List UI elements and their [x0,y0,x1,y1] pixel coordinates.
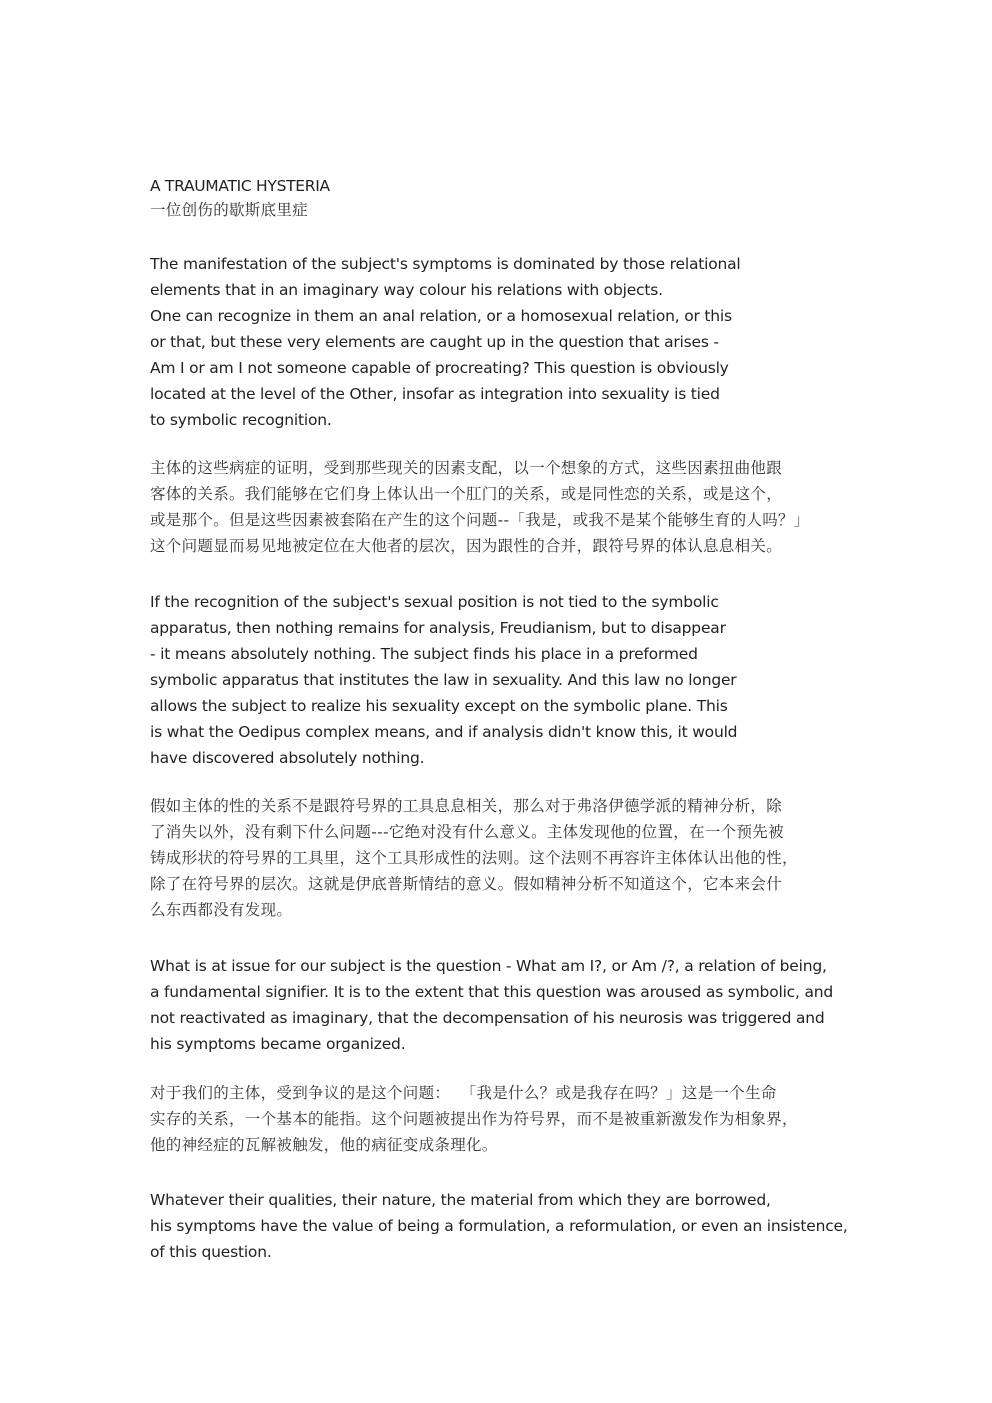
text-line: 假如主体的性的关系不是跟符号界的工具息息相关，那么对于弗洛伊德学派的精神分析，除 [150,797,783,815]
text-line: 这个问题显而易见地被定位在大他者的层次，因为跟性的合并，跟符号界的体认息息相关。 [150,537,783,555]
title: A TRAUMATIC HYSTERIA [150,177,330,195]
text-line: his symptoms became organized. [150,1035,406,1053]
text-line: or that, but these very elements are caught up in the question that arises - [150,333,719,351]
text-line: a fundamental signifier. It is to the extent that this question was aroused as symbolic, and [150,983,834,1001]
text-line: located at the level of the Other, insofar as integration into sexuality is tied [150,385,720,403]
text-line: 除了在符号界的层次。这就是伊底普斯情结的意义。假如精神分析不知道这个，它本来会什 [150,875,783,893]
title-zh: 一位创伤的歇斯底里症 [150,201,309,219]
text-line: 他的神经症的瓦解被触发，他的病征变成条理化。 [150,1136,498,1154]
text-line: apparatus, then nothing remains for analysis, Freudianism, but to disappear [150,619,726,637]
text-line: 主体的这些病症的证明，受到那些现关的因素支配，以一个想象的方式，这些因素扭曲他跟 [150,459,783,477]
text-line: 么东西都没有发现。 [150,901,293,919]
text-line: 了消失以外，没有剩下什么问题---它绝对没有什么意义。主体发现他的位置，在一个预先被 [150,823,784,841]
text-line: his symptoms have the value of being a formulation, a reformulation, or even an insistence, [150,1217,848,1235]
text-line: have discovered absolutely nothing. [150,749,425,767]
text-line: If the recognition of the subject's sexual position is not tied to the symbolic [150,593,719,611]
text-line: 铸成形状的符号界的工具里，这个工具形成性的法则。这个法则不再容许主体体认出他的性， [150,849,798,867]
text-line: One can recognize in them an anal relation, or a homosexual relation, or this [150,307,732,325]
text-line: - it means absolutely nothing. The subject finds his place in a preformed [150,645,698,663]
text-line: 客体的关系。我们能够在它们身上体认出一个肛门的关系，或是同性恋的关系，或是这个， [150,485,783,503]
text-line: not reactivated as imaginary, that the decompensation of his neurosis was triggered and [150,1009,825,1027]
text-line: Whatever their qualities, their nature, the material from which they are borrowed, [150,1191,771,1209]
document-page [150,0,862,1403]
text-line: 或是那个。但是这些因素被套陷在产生的这个问题--「我是，或我不是某个能够生育的人吗？」 [150,511,810,529]
text-line: Am I or am I not someone capable of procreating? This question is obviously [150,359,729,377]
text-line: is what the Oedipus complex means, and if analysis didn't know this, it would [150,723,738,741]
text-line: elements that in an imaginary way colour his relations with objects. [150,281,663,299]
text-line: The manifestation of the subject's symptoms is dominated by those relational [150,255,741,273]
text-line: 对于我们的主体，受到争议的是这个问题： 「我是什么？或是我存在吗？」这是一个生命 [150,1084,777,1102]
text-line: to symbolic recognition. [150,411,332,429]
text-line: of this question. [150,1243,272,1261]
text-line: symbolic apparatus that institutes the law in sexuality. And this law no longer [150,671,737,689]
text-line: What is at issue for our subject is the question - What am I?, or Am /?, a relation of being, [150,957,827,975]
text-line: allows the subject to realize his sexuality except on the symbolic plane. This [150,697,728,715]
text-line: 实存的关系，一个基本的能指。这个问题被提出作为符号界，而不是被重新激发作为相象界， [150,1110,798,1128]
